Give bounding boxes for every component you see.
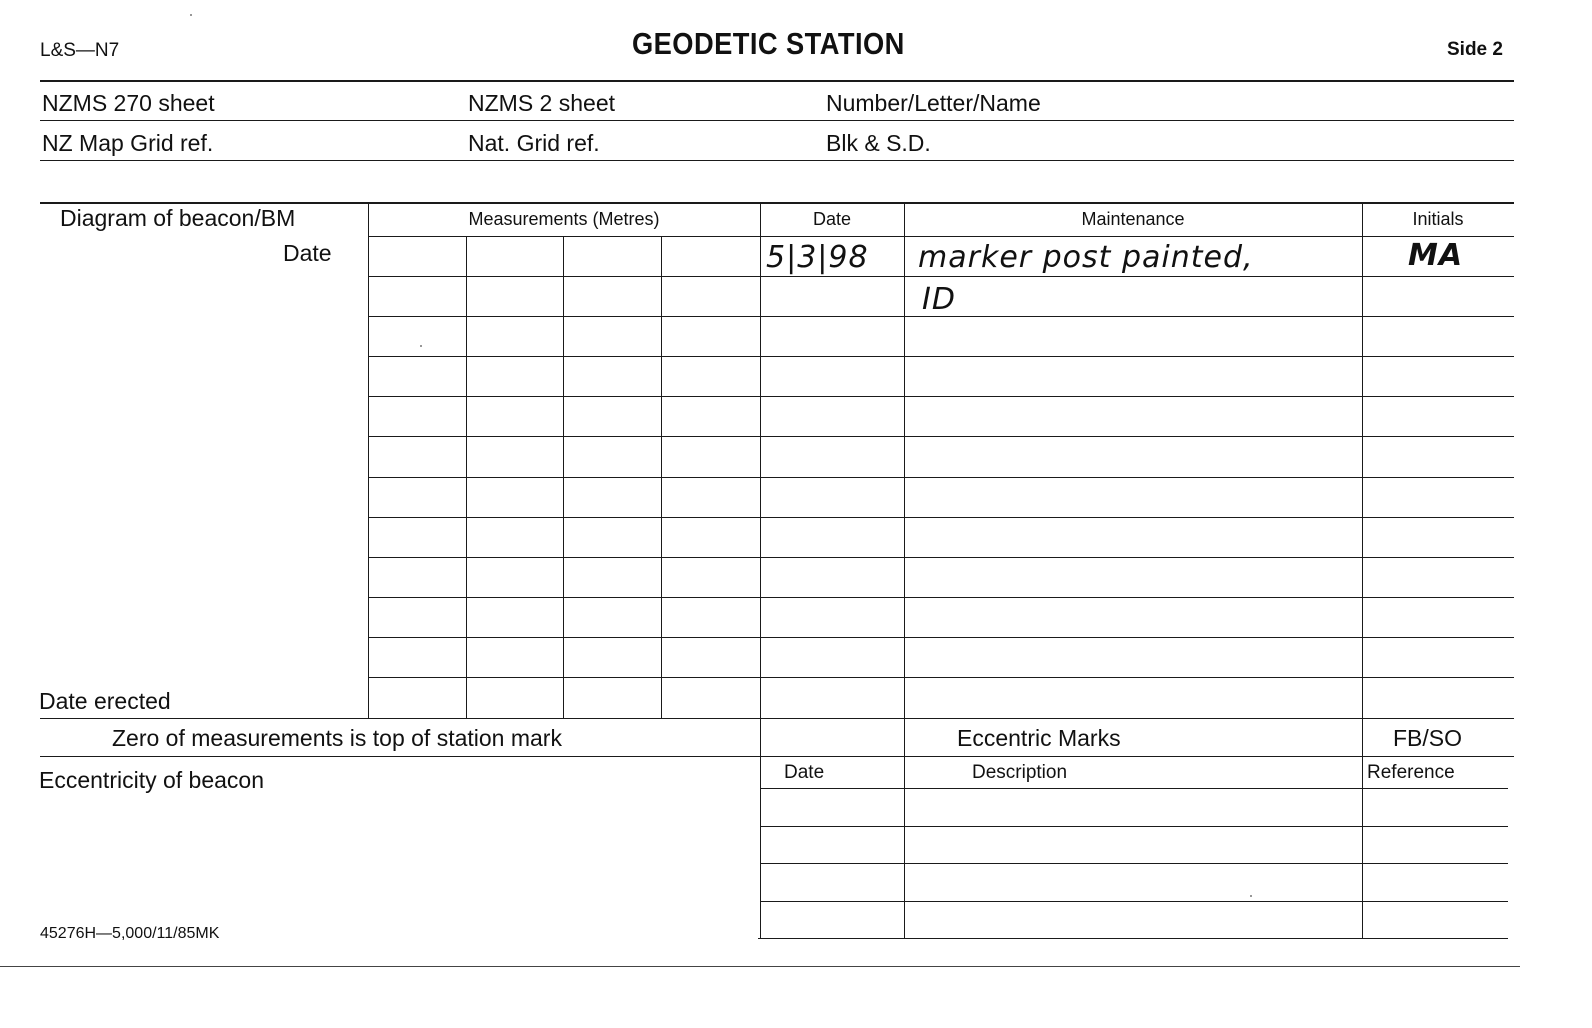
- eccentric-row-line: [760, 826, 1508, 827]
- eccentric-reference-header: Reference: [1367, 762, 1455, 783]
- table-top-rule: [40, 202, 1514, 204]
- date-right-border: [904, 202, 905, 938]
- eccentric-date-header: Date: [784, 762, 825, 783]
- fbso-label: FB/SO: [1393, 725, 1463, 751]
- eccentric-bottom-line: [758, 938, 1508, 939]
- number-letter-name-label: Number/Letter/Name: [826, 90, 1041, 116]
- footer-code: 45276H—5,000/11/85MK: [40, 925, 220, 942]
- eccentricity-label: Eccentricity of beacon: [39, 767, 265, 793]
- header-rule: [40, 80, 1514, 82]
- diagram-label: Diagram of beacon/BM: [60, 205, 296, 231]
- maintenance-entry-text-line1: marker post painted,: [918, 240, 1254, 275]
- grid-row-line: [368, 637, 1514, 638]
- scan-speck: [420, 345, 422, 347]
- nzms-270-sheet-label: NZMS 270 sheet: [42, 90, 215, 116]
- grid-row-line: [368, 557, 1514, 558]
- eccentric-row-line: [760, 901, 1508, 902]
- eccentric-row-line: [760, 863, 1508, 864]
- date-header: Date: [812, 209, 852, 229]
- nat-grid-ref-label: Nat. Grid ref.: [468, 130, 600, 156]
- nz-map-grid-ref-label: NZ Map Grid ref.: [42, 130, 214, 156]
- nzms-2-sheet-label: NZMS 2 sheet: [468, 90, 615, 116]
- card-bottom-edge: [0, 966, 1520, 967]
- blk-sd-label: Blk & S.D.: [826, 130, 931, 156]
- grid-row-line: [368, 356, 1514, 357]
- diagram-right-border: [368, 202, 369, 718]
- maintenance-entry-initials: MA: [1408, 238, 1464, 273]
- grid-row-line: [368, 477, 1514, 478]
- maintenance-header: Maintenance: [1081, 209, 1185, 229]
- maintenance-entry-date: 5|3|98: [766, 240, 869, 275]
- scan-speck: [1250, 895, 1252, 897]
- grid-row-line: [368, 677, 1514, 678]
- eccentric-row-line: [760, 788, 1508, 789]
- grid-row-line: [368, 597, 1514, 598]
- zero-note: Zero of measurements is top of station mark: [112, 725, 562, 751]
- side-label: Side 2: [1447, 39, 1503, 60]
- zero-note-bottom-rule: [40, 756, 1514, 757]
- page-title: GEODETIC STATION: [632, 26, 905, 61]
- date-erected-label: Date erected: [39, 688, 171, 714]
- grid-row-line: [368, 396, 1514, 397]
- maintenance-right-border: [1362, 202, 1363, 938]
- measurements-right-border: [760, 202, 761, 938]
- initials-header: Initials: [1412, 209, 1464, 229]
- zero-note-top-rule: [40, 718, 1514, 719]
- grid-row-line: [368, 517, 1514, 518]
- measurements-header: Measurements (Metres): [468, 209, 660, 229]
- form-code: L&S—N7: [40, 40, 120, 61]
- grid-row-line: [368, 236, 1514, 237]
- eccentric-description-header: Description: [972, 762, 1068, 783]
- info-rule-2: [40, 160, 1514, 161]
- grid-row-line: [368, 436, 1514, 437]
- scan-speck: [190, 14, 192, 16]
- eccentric-marks-title: Eccentric Marks: [957, 725, 1121, 751]
- maintenance-entry-text-line2: ID: [922, 282, 956, 317]
- info-rule-1: [40, 120, 1514, 121]
- grid-row-line: [368, 276, 1514, 277]
- diagram-date-label: Date: [283, 240, 332, 266]
